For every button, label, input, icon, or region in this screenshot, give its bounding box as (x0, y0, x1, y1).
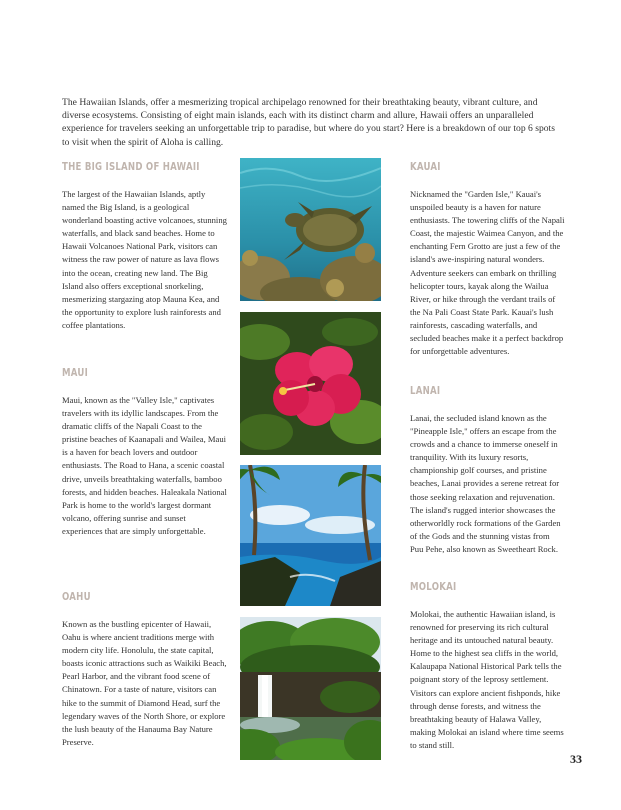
oahu-text: Known as the bustling epicenter of Hawaii, Oahu is where ancient traditions merge with modern city life. Honolulu, the state capital, boasts iconic attractions such as Waikiki Beach, Pearl Harbor, and the vibrant food scene of Chinatown. For a taste of nature, visitors can hike to the summit of Diamond Head, surf the legendary waves of the North Shore, or explore the lush beauty of the Hanauma Bay Nature Preserve. (62, 619, 227, 747)
tropical-beach-photo (240, 465, 381, 606)
molokai-section (410, 580, 565, 752)
oahu-section (62, 590, 228, 749)
kauai-section (410, 160, 565, 358)
page-number: 33 (570, 752, 582, 766)
oahu-heading: OAHU (62, 590, 91, 603)
kauai-heading: KAUAI (410, 160, 441, 173)
intro-paragraph: The Hawaiian Islands, offer a mesmerizing tropical archipelago renowned for their breathtaking beauty, vibrant culture, and diverse ecosystems. Consisting of eight main islands, each with its distinct charm and allure, Hawaii offers an unparalleled experience for travelers seeking an unforgettable trip to paradise, but where do you start? Here is a breakdown of our top 6 spots to visit when the spirit of Aloha is calling. (62, 96, 555, 148)
hibiscus-flower-photo (240, 312, 381, 455)
maui-text: Maui, known as the "Valley Isle," captivates travelers with its idyllic landscapes. From the dramatic cliffs of the Napali Coast to the pristine beaches of Kaanapali and Wailea, Maui is a haven for beach lovers and outdoor enthusiasts. The Road to Hana, a scenic coastal drive, unveils breathtaking waterfalls, bamboo forests, and hidden beaches. Haleakala National Park is home to the world's largest dormant volcano, offering sunrise and sunset experiences that are simply unforgettable. (62, 395, 227, 536)
maui-heading: MAUI (62, 366, 89, 379)
sea-turtle-photo (240, 158, 381, 301)
lanai-text: Lanai, the secluded island known as the "Pineapple Isle," offers an escape from the crowds and a chance to immerse oneself in tranquility. With its luxury resorts, championship golf courses, and pristine beaches, Lanai provides a serene retreat for those seeking relaxation and rejuvenation. The island's rugged interior showcases the otherworldly rock formations of the Garden of the Gods and the stunning vistas from Puu Pehe, also known as Sweetheart Rock. (410, 413, 561, 554)
lanai-heading: LANAI (410, 384, 441, 397)
big-island-heading: THE BIG ISLAND OF HAWAII (62, 160, 200, 173)
maui-section (62, 366, 228, 538)
big-island-section (62, 160, 228, 332)
waterfall-photo (240, 617, 381, 760)
molokai-heading: MOLOKAI (410, 580, 457, 593)
kauai-text: Nicknamed the "Garden Isle," Kauai's unspoiled beauty is a haven for nature enthusiasts. The towering cliffs of the Napali Coast, the majestic Waimea Canyon, and the enchanting Fern Grotto are just a few of the island's awe-inspiring natural wonders. Adventure seekers can embark on thrilling helicopter tours, kayak along the Wailua River, or hike through the verdant trails of the Na Pali Coast State Park. Kauai's lush rainforests, cascading waterfalls, and secluded beaches make it a perfect backdrop for unforgettable adventures. (410, 189, 565, 357)
molokai-text: Molokai, the authentic Hawaiian island, is renowned for preserving its rich cultural heritage and its untouched natural beauty. Home to the highest sea cliffs in the world, Kalaupapa National Historical Park tells the poignant story of the leprosy settlement. Visitors can explore ancient fishponds, hike through dense forests, and witness the breathtaking beauty of Halawa Valley, making Molokai an island where time seems to stand still. (410, 609, 564, 750)
lanai-section (410, 384, 565, 556)
big-island-text: The largest of the Hawaiian Islands, aptly named the Big Island, is a geological wonderland boasting active volcanoes, stunning waterfalls, and black sand beaches. Home to Hawaii Volcanoes National Park, visitors can witness the raw power of nature as lava flows into the ocean, creating new land. The Big Island also offers exceptional snorkeling, mesmerizing stargazing atop Mauna Kea, and the opportunity to explore lush rainforests and coffee plantations. (62, 189, 227, 330)
